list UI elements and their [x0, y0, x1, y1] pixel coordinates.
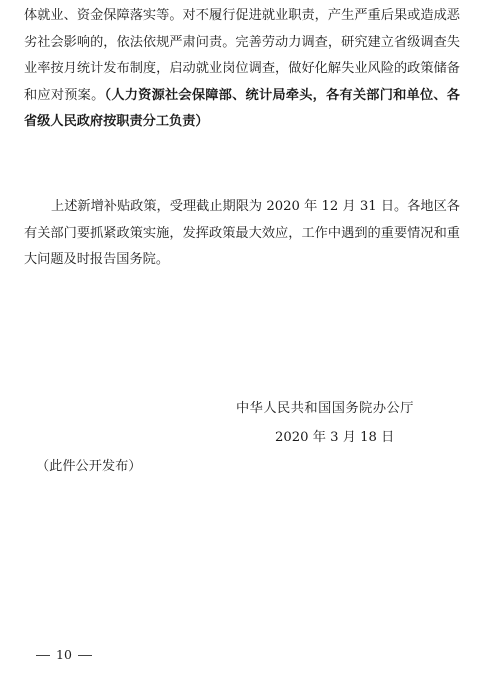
- responsible-departments: （人力资源社会保障部、统计局牵头，各有关部门和单位、各省级人民政府按职责分工负责）: [24, 87, 460, 129]
- paragraph-text: 体就业、资金保障落实等。对不履行促进就业职责，产生严重后果或造成恶劣社会影响的，依法依规严肃问责。完善劳动力调查，研究建立省级调查失业率按月统计发布制度，启动就业岗位调查，做好化解失业风险的政策储备和应对预案。: [24, 8, 460, 103]
- body-paragraph-1: [24, 3, 460, 136]
- dash-right: [78, 655, 92, 656]
- issue-date: 2020 年 3 月 18 日: [275, 430, 395, 445]
- dash-left: [36, 655, 50, 656]
- paragraph-text: 上述新增补贴政策，受理截止期限为 2020 年 12 月 31 日。各地区各有关部门要抓紧政策实施，发挥政策最大效应，工作中遇到的重要情况和重大问题及时报告国务院。: [24, 199, 460, 267]
- issuer-signature: 中华人民共和国国务院办公厅: [236, 401, 414, 416]
- publication-note: （此件公开发布）: [36, 459, 142, 474]
- page-number: 10: [56, 647, 72, 662]
- page-footer: [36, 647, 92, 662]
- body-paragraph-2: [24, 194, 460, 274]
